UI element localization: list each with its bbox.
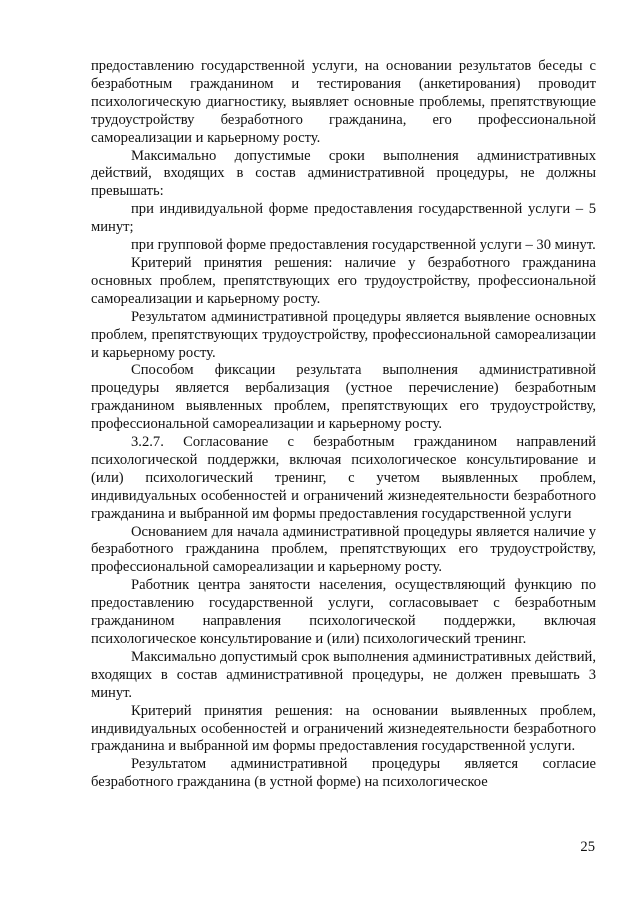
paragraph: Критерий принятия решения: наличие у безработного гражданина основных проблем, препятствующих его трудоустройству, профессиональной самореализации и карьерному росту. xyxy=(91,254,596,307)
paragraph: Основанием для начала административной процедуры является наличие у безработного гражданина проблем, препятствующих его трудоустройству, профессиональной самореализации и карьерному росту. xyxy=(91,523,596,576)
paragraph: Способом фиксации результата выполнения административной процедуры является вербализация (устное перечисление) безработным гражданином выявленных проблем, препятствующих его трудоустройству, профессиональной самореализации и карьерному росту. xyxy=(91,362,596,433)
paragraph: Критерий принятия решения: на основании выявленных проблем, индивидуальных особенностей и ограничений жизнедеятельности безработного гражданина и выбранной им формы предоставления государственной услуги. xyxy=(91,702,596,755)
paragraph: Работник центра занятости населения, осуществляющий функцию по предоставлению государственной услуги, согласовывает с безработным гражданином направления психологической поддержки, включая психологическое консультирование и (или) психологический тренинг. xyxy=(91,577,596,647)
section-heading-paragraph: 3.2.7. Согласование с безработным гражданином направлений психологической поддержки, включая психологическое консультирование и (или) психологический тренинг, с учетом выявленных проблем, индивидуальных особенностей и ограничений жизнедеятельности безработного гражданина и выбранной им формы предоставления государственной услуги xyxy=(91,434,596,522)
paragraph: Результатом административной процедуры является согласие безработного гражданина (в устной форме) на психологическое xyxy=(91,756,596,791)
paragraph: Максимально допустимый срок выполнения административных действий, входящих в состав административной процедуры, не должен превышать 3 минут. xyxy=(91,648,596,701)
page-number: 25 xyxy=(580,839,595,855)
paragraph: предоставлению государственной услуги, на основании результатов беседы с безработным гражданином и тестирования (анкетирования) проводит психологическую диагностику, выявляет основные проблемы, препятствующие трудоустройству безработного гражданина, его профессиональной самореализации и карьерному росту. xyxy=(91,58,596,146)
document-body xyxy=(91,58,596,792)
paragraph: Результатом административной процедуры является выявление основных проблем, препятствующих трудоустройству, профессиональной самореализации и карьерному росту. xyxy=(91,308,596,361)
paragraph: при групповой форме предоставления государственной услуги – 30 минут. xyxy=(131,237,596,254)
paragraph: при индивидуальной форме предоставления государственной услуги – 5 минут; xyxy=(91,201,596,236)
paragraph: Максимально допустимые сроки выполнения административных действий, входящих в состав административной процедуры, не должны превышать: xyxy=(91,147,596,200)
